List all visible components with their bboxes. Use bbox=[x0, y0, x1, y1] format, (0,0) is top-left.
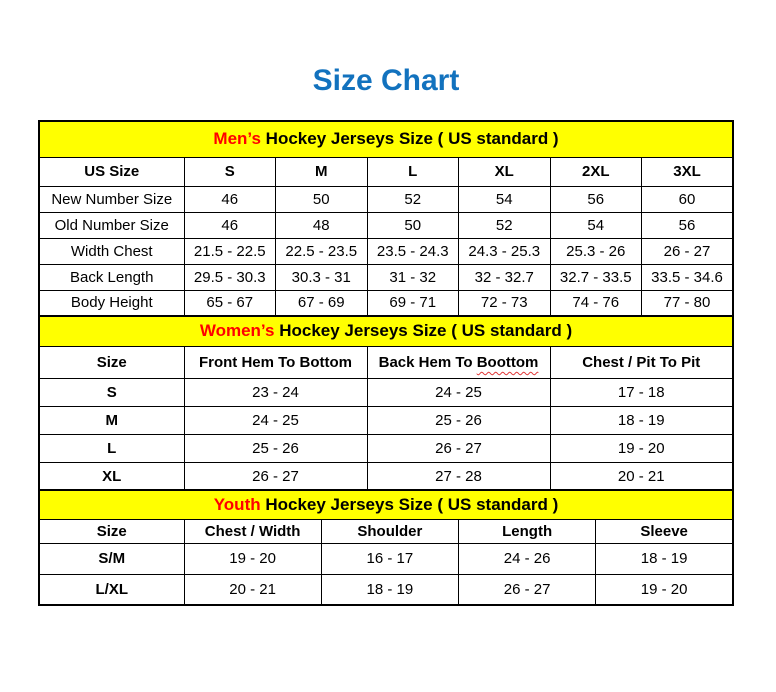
cell-value: 20 - 21 bbox=[550, 463, 733, 491]
cell-value: 25.3 - 26 bbox=[550, 238, 642, 264]
cell-value: 26 - 27 bbox=[367, 435, 550, 463]
column-header-row bbox=[39, 157, 733, 186]
row-label: Width Chest bbox=[39, 238, 184, 264]
cell-value: 60 bbox=[642, 186, 734, 212]
band-accent-text: Women’s bbox=[199, 321, 275, 341]
cell-value: 25 - 26 bbox=[367, 407, 550, 435]
youth-size-table bbox=[38, 489, 734, 606]
cell-value: 24 - 26 bbox=[459, 543, 596, 574]
column-header: 3XL bbox=[642, 157, 734, 186]
cell-value: 19 - 20 bbox=[184, 543, 321, 574]
cell-value: 21.5 - 22.5 bbox=[184, 238, 276, 264]
section-band-row bbox=[39, 316, 733, 347]
row-label: S/M bbox=[39, 543, 184, 574]
cell-value: 18 - 19 bbox=[550, 407, 733, 435]
row-label: Old Number Size bbox=[39, 212, 184, 238]
cell-value: 23.5 - 24.3 bbox=[367, 238, 459, 264]
cell-value: 26 - 27 bbox=[459, 574, 596, 605]
cell-value: 31 - 32 bbox=[367, 264, 459, 290]
table-row bbox=[39, 574, 733, 605]
column-header: Front Hem To Bottom bbox=[184, 347, 367, 379]
column-header: Chest / Width bbox=[184, 519, 321, 543]
cell-value: 56 bbox=[642, 212, 734, 238]
table-row bbox=[39, 407, 733, 435]
column-header: 2XL bbox=[550, 157, 642, 186]
row-label: XL bbox=[39, 463, 184, 491]
cell-value: 16 - 17 bbox=[321, 543, 458, 574]
cell-value: 48 bbox=[276, 212, 368, 238]
column-header: Size bbox=[39, 347, 184, 379]
cell-value: 32 - 32.7 bbox=[459, 264, 551, 290]
cell-value: 24 - 25 bbox=[367, 379, 550, 407]
row-label: L/XL bbox=[39, 574, 184, 605]
cell-value: 72 - 73 bbox=[459, 290, 551, 316]
cell-value: 54 bbox=[459, 186, 551, 212]
table-row bbox=[39, 290, 733, 316]
cell-value: 26 - 27 bbox=[184, 463, 367, 491]
column-header: US Size bbox=[39, 157, 184, 186]
cell-value: 29.5 - 30.3 bbox=[184, 264, 276, 290]
cell-value: 23 - 24 bbox=[184, 379, 367, 407]
table-row bbox=[39, 543, 733, 574]
section-band-row bbox=[39, 121, 733, 157]
column-header: Chest / Pit To Pit bbox=[550, 347, 733, 379]
cell-value: 32.7 - 33.5 bbox=[550, 264, 642, 290]
cell-value: 30.3 - 31 bbox=[276, 264, 368, 290]
column-header: Sleeve bbox=[596, 519, 733, 543]
table-row bbox=[39, 264, 733, 290]
cell-value: 20 - 21 bbox=[184, 574, 321, 605]
cell-value: 54 bbox=[550, 212, 642, 238]
column-header-row bbox=[39, 519, 733, 543]
table-row bbox=[39, 212, 733, 238]
cell-value: 27 - 28 bbox=[367, 463, 550, 491]
table-row bbox=[39, 238, 733, 264]
cell-value: 22.5 - 23.5 bbox=[276, 238, 368, 264]
column-header: Shoulder bbox=[321, 519, 458, 543]
row-label: Back Length bbox=[39, 264, 184, 290]
column-header: Length bbox=[459, 519, 596, 543]
section-band-youth: Youth Hockey Jerseys Size ( US standard ) bbox=[39, 490, 733, 519]
cell-value: 50 bbox=[276, 186, 368, 212]
column-header: M bbox=[276, 157, 368, 186]
section-band-row bbox=[39, 490, 733, 519]
column-header: S bbox=[184, 157, 276, 186]
cell-value: 24.3 - 25.3 bbox=[459, 238, 551, 264]
size-chart-tables bbox=[38, 120, 734, 606]
column-header: Back Hem To Boottom bbox=[367, 347, 550, 379]
row-label: New Number Size bbox=[39, 186, 184, 212]
column-header: L bbox=[367, 157, 459, 186]
band-accent-text: Youth bbox=[213, 494, 261, 514]
cell-value: 18 - 19 bbox=[321, 574, 458, 605]
section-band-womens: Women’s Hockey Jerseys Size ( US standard ) bbox=[39, 316, 733, 347]
cell-value: 19 - 20 bbox=[596, 574, 733, 605]
cell-value: 17 - 18 bbox=[550, 379, 733, 407]
page bbox=[38, 0, 734, 606]
section-band-mens: Men’s Hockey Jerseys Size ( US standard ) bbox=[39, 121, 733, 157]
mens-size-table bbox=[38, 120, 734, 317]
column-header: XL bbox=[459, 157, 551, 186]
misspelled-word: Boottom bbox=[476, 354, 539, 371]
cell-value: 56 bbox=[550, 186, 642, 212]
cell-value: 33.5 - 34.6 bbox=[642, 264, 734, 290]
cell-value: 74 - 76 bbox=[550, 290, 642, 316]
cell-value: 19 - 20 bbox=[550, 435, 733, 463]
column-header: Size bbox=[39, 519, 184, 543]
cell-value: 65 - 67 bbox=[184, 290, 276, 316]
table-row bbox=[39, 186, 733, 212]
page-title: Size Chart bbox=[312, 64, 460, 97]
womens-size-table bbox=[38, 315, 734, 492]
table-row bbox=[39, 379, 733, 407]
cell-value: 67 - 69 bbox=[276, 290, 368, 316]
cell-value: 46 bbox=[184, 186, 276, 212]
cell-value: 52 bbox=[367, 186, 459, 212]
cell-value: 25 - 26 bbox=[184, 435, 367, 463]
row-label: L bbox=[39, 435, 184, 463]
cell-value: 26 - 27 bbox=[642, 238, 734, 264]
cell-value: 46 bbox=[184, 212, 276, 238]
table-row bbox=[39, 435, 733, 463]
cell-value: 69 - 71 bbox=[367, 290, 459, 316]
table-row bbox=[39, 463, 733, 491]
cell-value: 52 bbox=[459, 212, 551, 238]
band-accent-text: Men’s bbox=[213, 129, 261, 149]
row-label: M bbox=[39, 407, 184, 435]
cell-value: 77 - 80 bbox=[642, 290, 734, 316]
column-header-row bbox=[39, 347, 733, 379]
cell-value: 18 - 19 bbox=[596, 543, 733, 574]
cell-value: 24 - 25 bbox=[184, 407, 367, 435]
row-label: Body Height bbox=[39, 290, 184, 316]
cell-value: 50 bbox=[367, 212, 459, 238]
row-label: S bbox=[39, 379, 184, 407]
